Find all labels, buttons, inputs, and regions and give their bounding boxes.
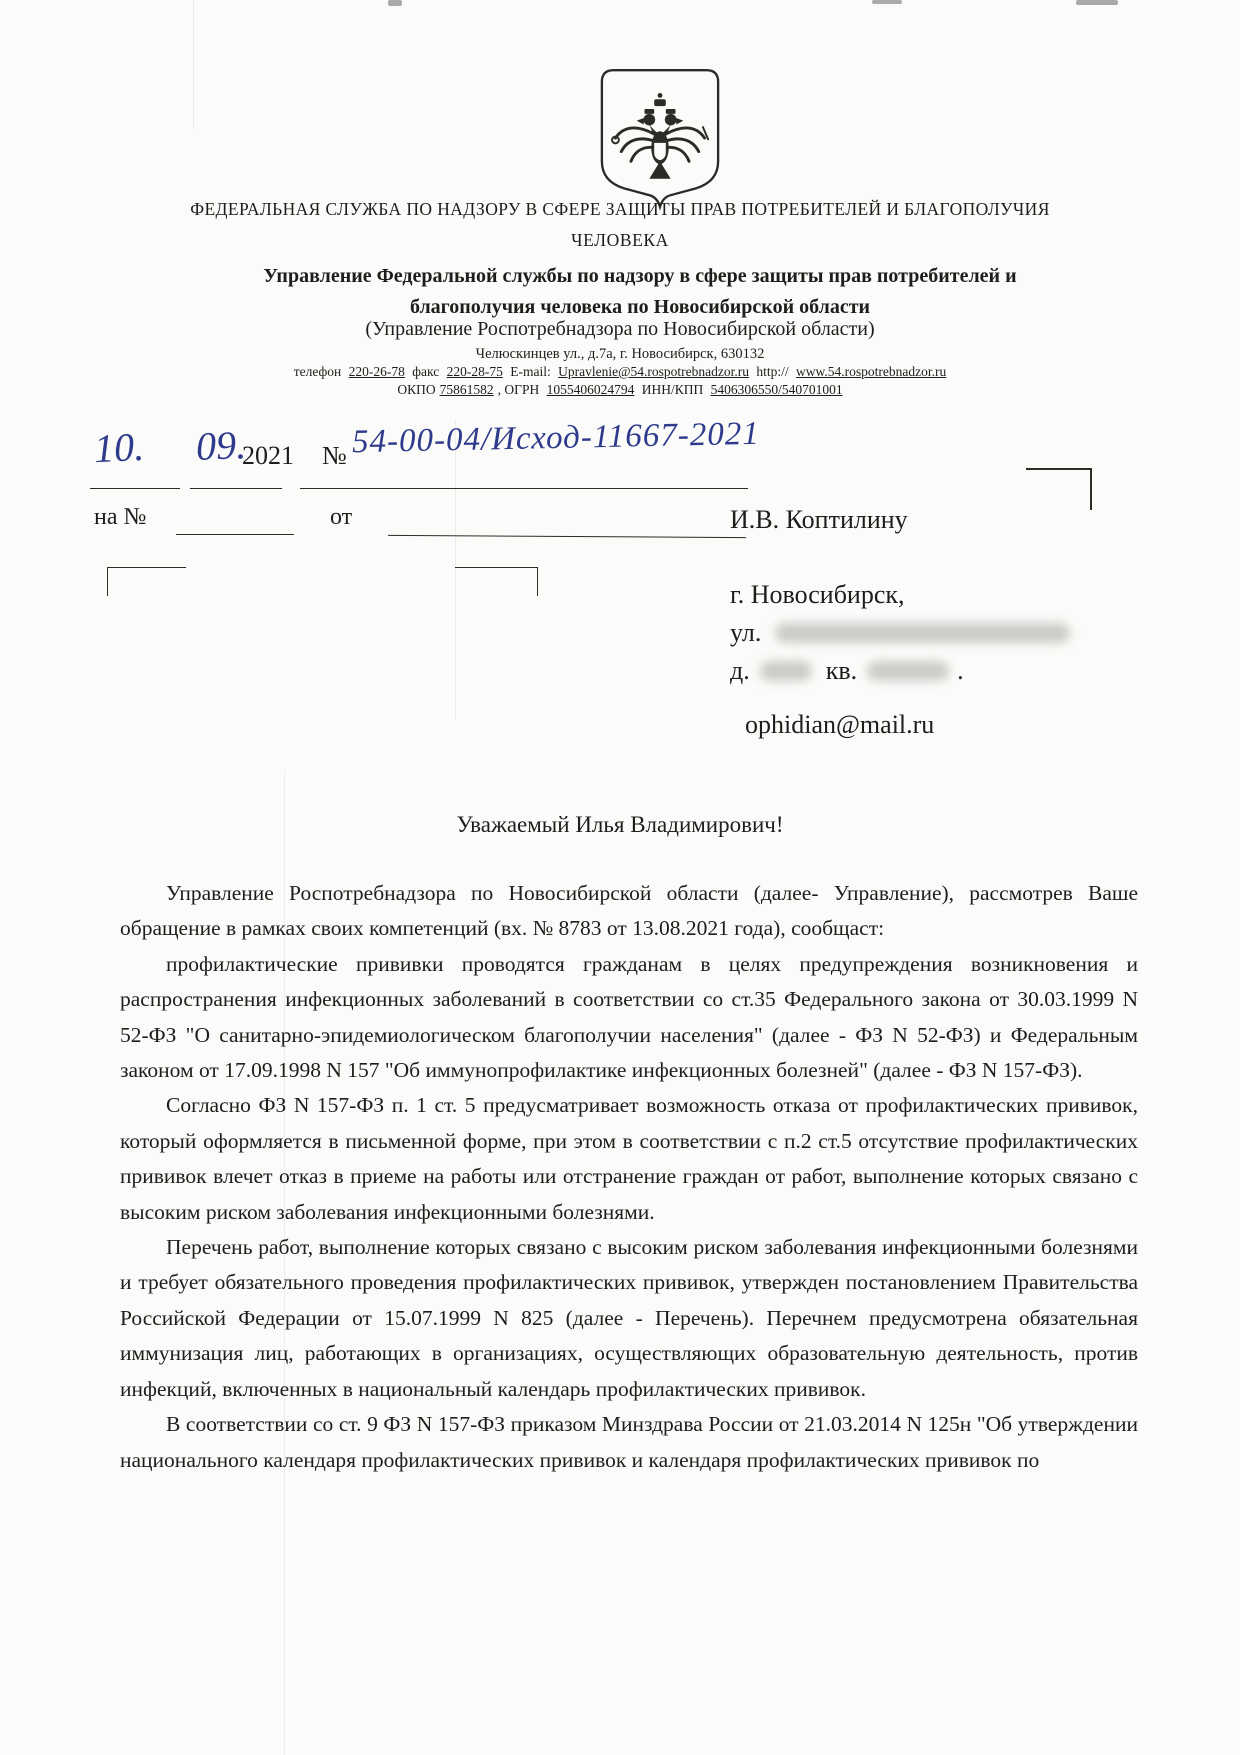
reply-date-blank-line <box>388 535 746 538</box>
ogrn-label: , ОГРН <box>497 382 543 397</box>
reply-number-blank-line <box>176 534 294 535</box>
redacted-street-name <box>775 623 1070 643</box>
numero-sign: № <box>322 441 347 470</box>
federal-service-name-line2: ЧЕЛОВЕКА <box>571 230 669 250</box>
redacted-house-number <box>760 661 812 681</box>
scan-smudge <box>872 0 902 4</box>
org-postal-address: Челюскинцев ул., д.7а, г. Новосибирск, 630132 <box>475 346 765 362</box>
okpo-number: 75861582 <box>439 382 494 397</box>
department-short-name: (Управление Роспотребнадзора по Новосибирской области) <box>365 318 875 340</box>
paper-fold-line <box>193 0 194 130</box>
org-website: www.54.rospotrebnadzor.ru <box>796 364 947 379</box>
body-paragraph: профилактические прививки проводятся гражданам в целях предупреждения возникновения и распространения инфекционных заболеваний в соответствии со ст.35 Федерального закона от 30.03.1999 N 52-ФЗ "О санитарно-эпидемиологическом благополучии населения" (далее - ФЗ N 52-ФЗ) и Федеральным законом от 17.09.1998 N 157 "Об иммунопрофилактике инфекционных болезней" (далее - ФЗ N 157-ФЗ). <box>120 951 1138 1083</box>
outgoing-number-blank-line <box>300 488 748 489</box>
ogrn-number: 1055406024794 <box>546 382 635 397</box>
body-paragraph: Управление Роспотребнадзора по Новосибирской области (далее- Управление), рассмотрев Ваше обращение в рамках своих компетенций (вх. № 8783 от 13.08.2021 года), сообщаст: <box>120 881 1138 941</box>
org-contacts-line <box>40 364 1200 380</box>
printed-year: 2021 <box>242 441 294 470</box>
reply-to-number-label: на № <box>94 504 147 530</box>
org-email: Upravlenie@54.rospotrebnadzor.ru <box>558 364 749 379</box>
salutation: Уважаемый Илья Владимирович! <box>456 812 784 837</box>
email-label: E-mail: <box>510 364 551 379</box>
phone-label: телефон <box>293 364 342 379</box>
redacted-apartment-number <box>867 661 949 681</box>
phone-number: 220-26-78 <box>348 364 405 379</box>
recipient-name: И.В. Коптилину <box>730 505 908 534</box>
recipient-city: г. Новосибирск, <box>730 580 905 609</box>
stamp-zone-corner-mark-left <box>107 567 186 596</box>
body-paragraph: В соответствии со ст. 9 ФЗ N 157-ФЗ приказом Минздрава России от 21.03.2014 N 125н "Об утверждении национального календаря профилактических прививок и календаря профилактических прививок по <box>120 1412 1138 1472</box>
handwritten-day: 10. <box>92 423 146 472</box>
department-name: Управление Федеральной службы по надзору в сфере защиты прав потребителей и благополучия человека по Новосибирской области <box>263 265 1017 318</box>
scan-smudge <box>388 0 402 6</box>
body-paragraph: Перечень работ, выполнение которых связано с высоким риском заболевания инфекционными болезнями и требует обязательного проведения профилактических прививок, утвержден постановлением Правительства Российской Федерации от 15.07.1999 N 825 (далее - Перечень). Перечнем предусмотрена обязательная иммунизация лиц, работающих в организациях, осуществляющих образовательную деятельность, против инфекций, включенных в национальный календарь профилактических прививок. <box>120 1235 1138 1401</box>
federal-service-name-line1: ФЕДЕРАЛЬНАЯ СЛУЖБА ПО НАДЗОРУ В СФЕРЕ ЗАЩИТЫ ПРАВ ПОТРЕБИТЕЛЕЙ И БЛАГОПОЛУЧИЯ <box>190 199 1050 219</box>
handwritten-outgoing-number: 54-00-04/Исход-11667-2021 <box>351 415 761 461</box>
scan-smudge <box>1076 0 1118 5</box>
body-paragraph: Согласно ФЗ N 157-ФЗ п. 1 ст. 5 предусматривает возможность отказа от профилактических прививок, который оформляется в письменной форме, при этом в соответствии с п.2 ст.5 отсутствие профилактических прививок влечет отказ в приеме на работы или отстранение граждан от работ, выполнение которых связано с высоким риском заболевания инфекционными болезнями. <box>120 1093 1138 1224</box>
house-label: д. <box>730 656 750 685</box>
fax-label: факс <box>412 364 440 379</box>
date-month-blank-line <box>190 488 282 489</box>
inn-kpp-label: ИНН/КПП <box>638 382 707 397</box>
reply-from-label: от <box>330 504 353 530</box>
inn-kpp-number: 5406306550/540701001 <box>710 382 843 397</box>
okpo-label: ОКПО <box>397 382 436 397</box>
stamp-zone-corner-mark-right <box>455 567 538 596</box>
handwritten-month: 09. <box>195 422 247 469</box>
recipient-email: ophidian@mail.ru <box>745 710 935 739</box>
recipient-house-line <box>730 656 964 686</box>
russia-coat-of-arms-icon <box>598 66 722 212</box>
apartment-label: кв. <box>825 656 858 685</box>
org-codes-line <box>40 382 1200 398</box>
http-label: http:// <box>756 364 789 379</box>
address-zone-corner-mark <box>1026 468 1092 510</box>
recipient-street-line <box>730 618 1070 648</box>
address-period: . <box>957 656 964 685</box>
street-label: ул. <box>730 618 762 647</box>
fax-number: 220-28-75 <box>446 364 503 379</box>
date-day-blank-line <box>90 488 180 489</box>
letter-body <box>120 876 1138 1478</box>
